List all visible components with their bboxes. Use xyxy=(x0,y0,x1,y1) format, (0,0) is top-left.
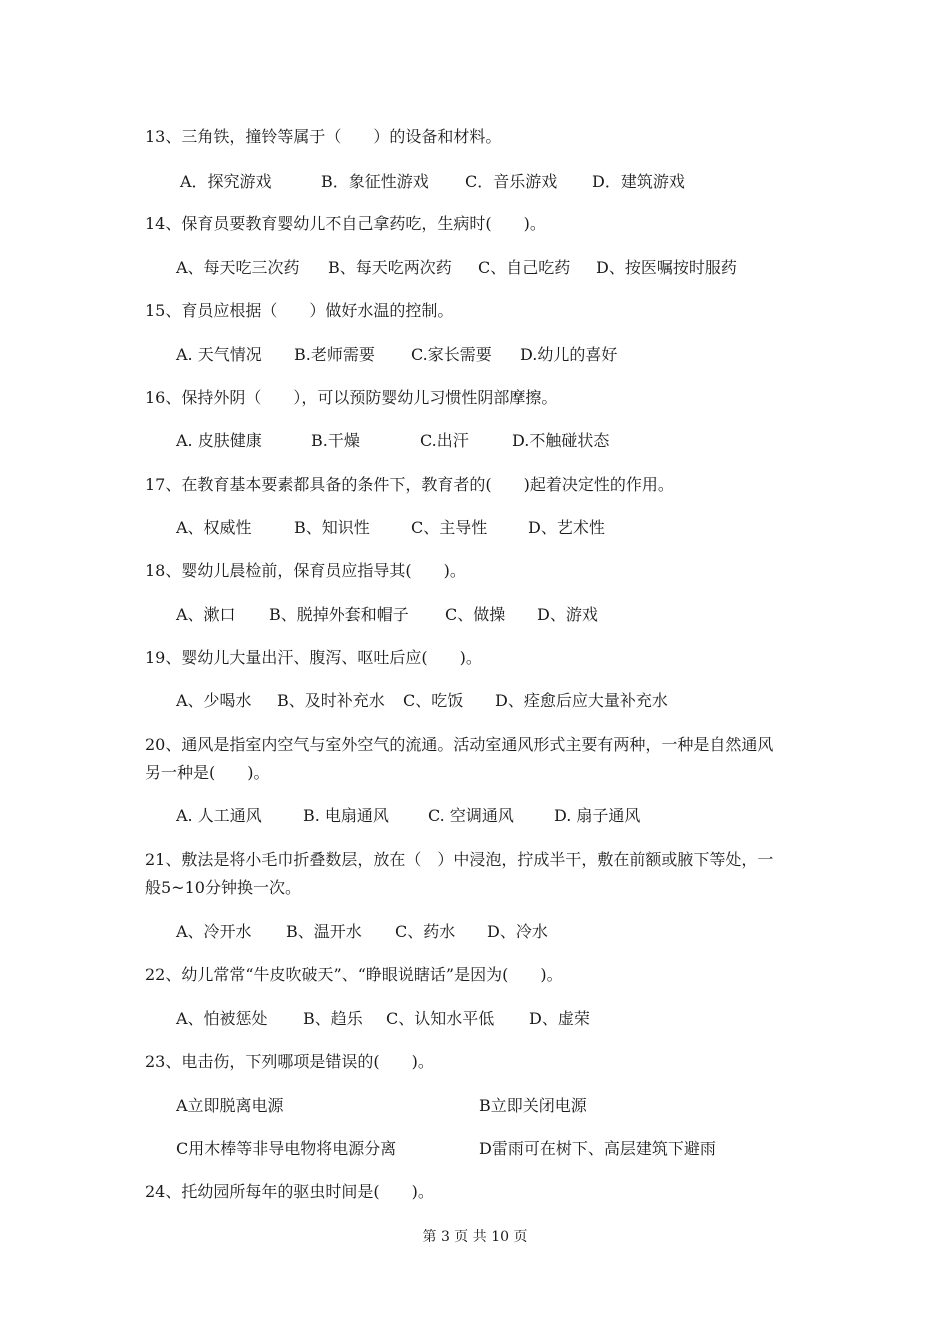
question-19-option-a: A、少喝水 xyxy=(176,691,252,710)
question-16-option-d: D.不触碰状态 xyxy=(512,431,610,450)
question-15-option-b: B.老师需要 xyxy=(294,345,375,364)
question-14-option-c: C、自己吃药 xyxy=(478,258,571,277)
question-17-stem: 17、在教育基本要素都具备的条件下，教育者的( )起着决定性的作用。 xyxy=(145,475,674,494)
question-14-option-b: B、每天吃两次药 xyxy=(328,258,452,277)
question-17-option-c: C、主导性 xyxy=(411,518,488,537)
question-22-option-c: C、认知水平低 xyxy=(386,1009,495,1028)
question-13-option-c: C．音乐游戏 xyxy=(465,172,558,191)
question-18-stem: 18、婴幼儿晨检前，保育员应指导其( )。 xyxy=(145,561,466,580)
question-21-option-a: A、冷开水 xyxy=(176,922,252,941)
question-19-option-b: B、及时补充水 xyxy=(277,691,385,710)
question-20-option-d: D. 扇子通风 xyxy=(554,806,641,825)
question-18-option-d: D、游戏 xyxy=(537,605,598,624)
question-23-option-a: A立即脱离电源 xyxy=(176,1096,284,1115)
question-17-option-a: A、权威性 xyxy=(176,518,252,537)
question-16-stem: 16、保持外阴（ ），可以预防婴幼儿习惯性阴部摩擦。 xyxy=(145,388,558,407)
question-23-stem: 23、电击伤，下列哪项是错误的( )。 xyxy=(145,1052,434,1071)
question-15-option-a: A. 天气情况 xyxy=(176,345,262,364)
question-20-stem-continued: 另一种是( )。 xyxy=(145,763,270,782)
question-19-option-d: D、痊愈后应大量补充水 xyxy=(495,691,668,710)
question-13-stem: 13、三角铁，撞铃等属于（ ）的设备和材料。 xyxy=(145,127,502,146)
question-17-option-b: B、知识性 xyxy=(294,518,370,537)
question-17-option-d: D、艺术性 xyxy=(528,518,605,537)
question-21-option-d: D、冷水 xyxy=(487,922,548,941)
question-23-option-b: B立即关闭电源 xyxy=(479,1096,587,1115)
question-20-option-c: C. 空调通风 xyxy=(428,806,514,825)
question-19-stem: 19、婴幼儿大量出汗、腹泻、呕吐后应( )。 xyxy=(145,648,482,667)
question-18-option-a: A、漱口 xyxy=(176,605,236,624)
question-20-option-b: B. 电扇通风 xyxy=(303,806,389,825)
question-13-option-b: B．象征性游戏 xyxy=(321,172,429,191)
question-15-option-d: D.幼儿的喜好 xyxy=(520,345,618,364)
question-16-option-c: C.出汗 xyxy=(420,431,469,450)
question-23-option-c: C用木棒等非导电物将电源分离 xyxy=(176,1139,397,1158)
question-18-option-c: C、做操 xyxy=(445,605,506,624)
question-20-option-a: A. 人工通风 xyxy=(176,806,262,825)
question-19-option-c: C、吃饭 xyxy=(403,691,464,710)
question-22-option-a: A、怕被惩处 xyxy=(176,1009,268,1028)
question-16-option-b: B.干燥 xyxy=(311,431,360,450)
question-21-option-b: B、温开水 xyxy=(286,922,362,941)
question-21-option-c: C、药水 xyxy=(395,922,456,941)
question-22-option-b: B、趋乐 xyxy=(303,1009,363,1028)
question-22-stem: 22、幼儿常常“牛皮吹破天”、“睁眼说瞎话”是因为( )。 xyxy=(145,965,563,984)
question-24-stem: 24、托幼园所每年的驱虫时间是( )。 xyxy=(145,1182,434,1201)
question-22-option-d: D、虚荣 xyxy=(529,1009,590,1028)
page-number-footer: 第 3 页 共 10 页 xyxy=(422,1229,528,1245)
question-15-option-c: C.家长需要 xyxy=(411,345,492,364)
question-23-option-d: D雷雨可在树下、高层建筑下避雨 xyxy=(479,1139,716,1158)
question-14-option-d: D、按医嘱按时服药 xyxy=(596,258,737,277)
question-20-stem: 20、通风是指室内空气与室外空气的流通。活动室通风形式主要有两种，一种是自然通风 xyxy=(145,735,774,754)
question-14-option-a: A、每天吃三次药 xyxy=(176,258,300,277)
question-21-stem-continued: 般5~10分钟换一次。 xyxy=(145,878,301,897)
question-13-option-a: A．探究游戏 xyxy=(180,172,272,191)
question-18-option-b: B、脱掉外套和帽子 xyxy=(269,605,409,624)
question-15-stem: 15、育员应根据（ ）做好水温的控制。 xyxy=(145,301,454,320)
question-21-stem: 21、敷法是将小毛巾折叠数层，放在（ ）中浸泡，拧成半干，敷在前额或腋下等处，一 xyxy=(145,850,774,869)
question-14-stem: 14、保育员要教育婴幼儿不自己拿药吃，生病时( )。 xyxy=(145,214,546,233)
question-16-option-a: A. 皮肤健康 xyxy=(176,431,262,450)
question-13-option-d: D．建筑游戏 xyxy=(592,172,685,191)
